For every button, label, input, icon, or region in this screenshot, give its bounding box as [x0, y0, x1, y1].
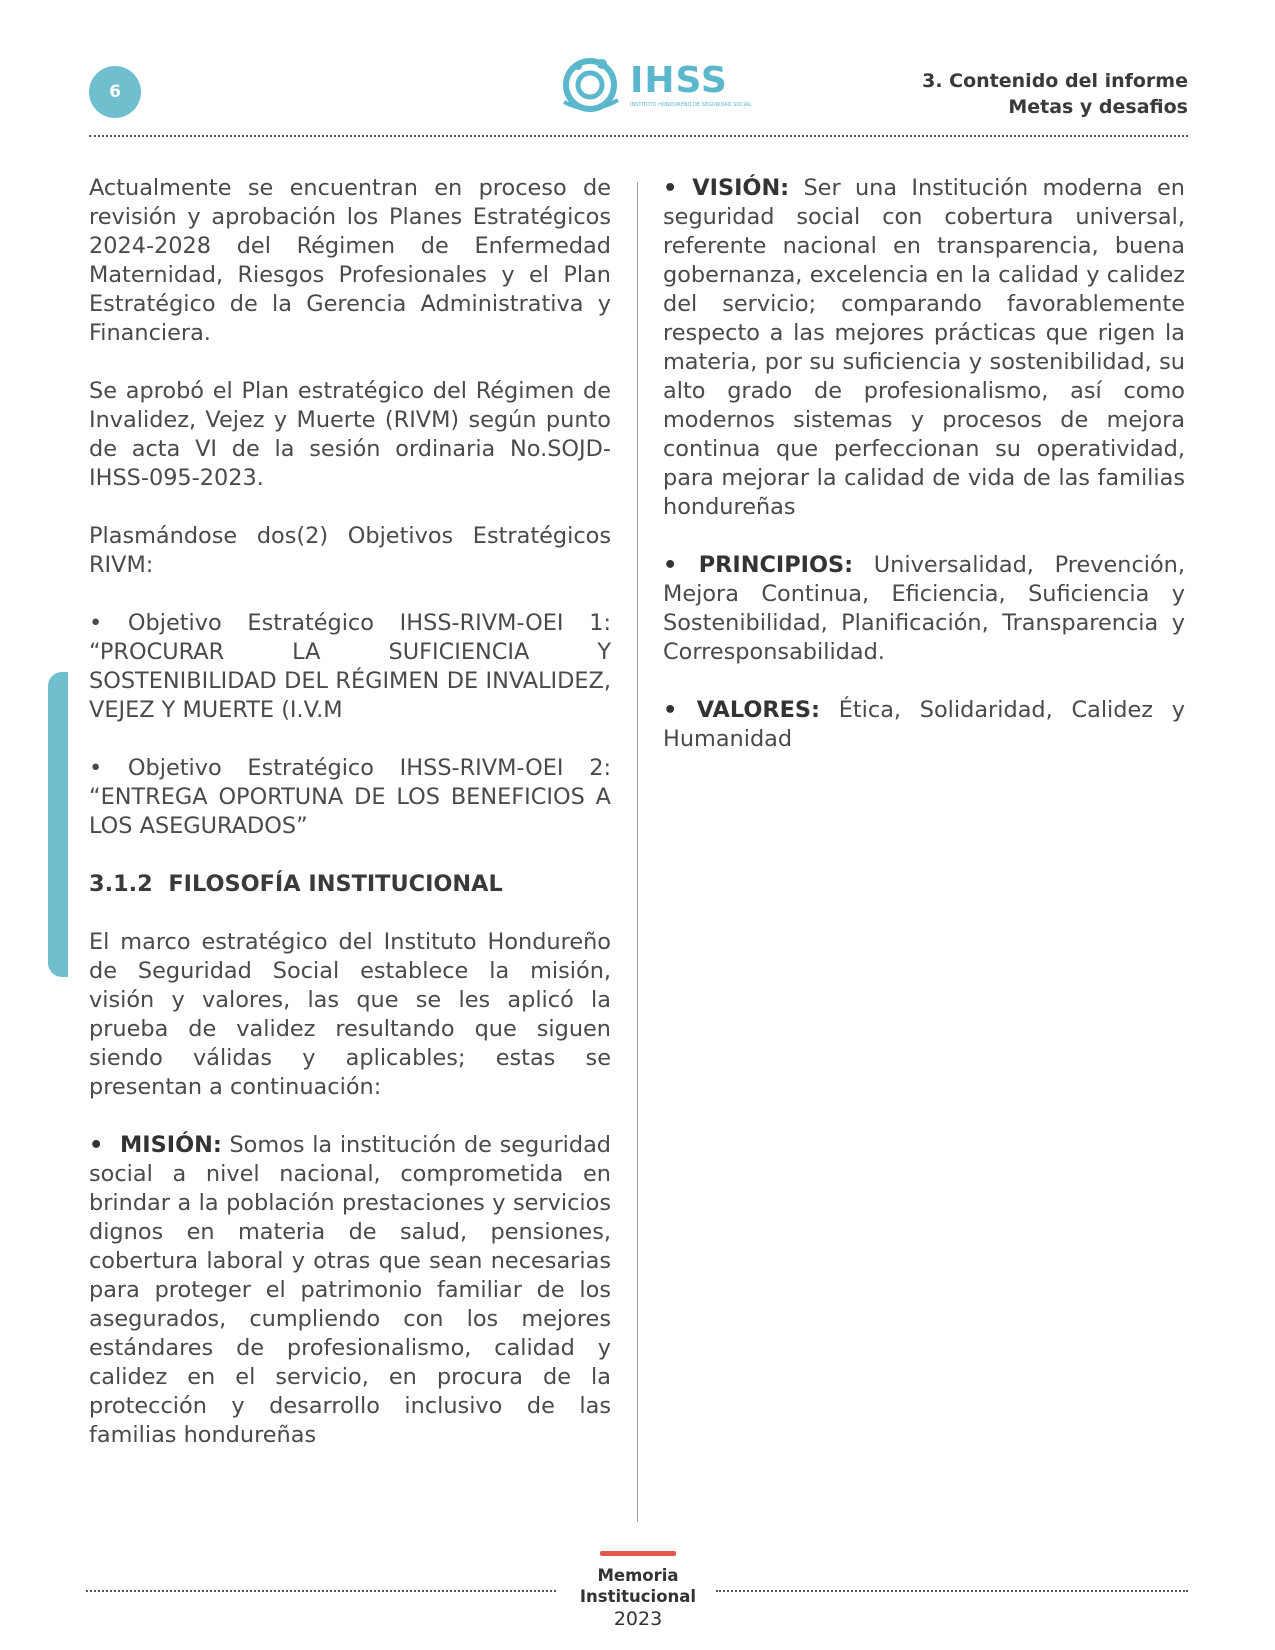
mission-text: Somos la institución de seguridad social a nivel nacional, comprometida en brindar a la población prestaciones y servicios dignos en materia de salud, pensiones, cobertura laboral y otras que sean necesarias para proteger el patrimonio familiar de los asegurados, cumpliendo con los mejores estándares de profesionalismo, calidad y calidez en el servicio, en procura de la protección y desarrollo inclusivo de las familias hondureñas: [89, 1132, 612, 1448]
footer-title: [560, 1565, 716, 1631]
principles-label: PRINCIPIOS:: [698, 552, 854, 578]
mission-label: MISIÓN:: [120, 1132, 222, 1158]
section-heading-number: 3.1.2: [89, 871, 153, 897]
footer-divider-left: [86, 1590, 556, 1592]
paragraph-strategic-framework: El marco estratégico del Instituto Hondureño de Seguridad Social establece la misión, visión y valores, las que se les aplicó la prueba de validez resultando que siguen siendo válidas y aplicables; estas se presentan a continuación:: [89, 929, 611, 1100]
paragraph-objectives-intro: Plasmándose dos(2) Objetivos Estratégicos RIVM:: [89, 523, 611, 578]
section-heading-text: FILOSOFÍA INSTITUCIONAL: [168, 871, 503, 897]
section-title: 3. Contenido del informe: [922, 70, 1188, 92]
section-header: [922, 68, 1188, 120]
values-text: Ética, Solidaridad, Calidez y Humanidad: [663, 697, 1185, 752]
objective-item-2: • Objetivo Estratégico IHSS-RIVM-OEI 2: “ENTREGA OPORTUNA DE LOS BENEFICIOS A LOS ASEGURADOS”: [89, 755, 611, 839]
mission-bullet: •: [89, 1132, 120, 1158]
footer-year: 2023: [613, 1608, 663, 1630]
footer-line-2: Institucional: [579, 1587, 697, 1606]
footer-line-1: Memoria: [597, 1566, 679, 1585]
column-divider: [637, 182, 638, 1522]
header-divider: [89, 135, 1188, 137]
side-accent-tab: [48, 672, 68, 977]
footer-accent-bar: [600, 1551, 676, 1556]
paragraph-rivm-approval: Se aprobó el Plan estratégico del Régimen de Invalidez, Vejez y Muerte (RIVM) según punto de acta VI de la sesión ordinaria No.SOJD-IHSS-095-2023.: [89, 378, 611, 491]
logo-wordmark: IHSS: [630, 59, 728, 101]
right-column: [663, 174, 1185, 754]
ihss-logo: [556, 50, 751, 120]
vision-item: [663, 174, 1185, 522]
vision-bullet: •: [663, 175, 693, 201]
ihss-logo-icon: [556, 54, 626, 116]
mission-item: [89, 1131, 611, 1450]
values-label: VALORES:: [696, 697, 820, 723]
objective-item-1: • Objetivo Estratégico IHSS-RIVM-OEI 1: “PROCURAR LA SUFICIENCIA Y SOSTENIBILIDAD DEL RÉGIMEN DE INVALIDEZ, VEJEZ Y MUERTE (I.V.M: [89, 610, 611, 723]
values-item: [663, 696, 1185, 754]
logo-subtitle: INSTITUTO HONDUREÑO DE SEGURIDAD SOCIAL: [630, 101, 752, 108]
page-number-badge: 6: [89, 66, 141, 118]
vision-label: VISIÓN:: [692, 175, 790, 201]
section-heading: [89, 870, 611, 899]
principles-bullet: •: [663, 552, 699, 578]
vision-text: Ser una Institución moderna en seguridad social con cobertura universal, referente nacional en transparencia, buena gobernanza, excelencia en la calidad y calidez del servicio; comparando favorablemente respecto a las mejores prácticas que rigen la materia, por su suficiencia y sostenibilidad, su alto grado de profesionalismo, así como modernos sistemas y procesos de mejora continua que perfeccionan su operatividad, para mejorar la calidad de vida de las familias hondureñas: [663, 175, 1186, 520]
left-column: [89, 174, 611, 1450]
footer-divider-right: [716, 1590, 1188, 1592]
section-subtitle: Metas y desafios: [1008, 96, 1188, 118]
values-bullet: •: [663, 697, 697, 723]
principles-text: Universalidad, Prevención, Mejora Continua, Eficiencia, Suficiencia y Sostenibilidad, Planificación, Transparencia y Corresponsabilidad.: [663, 552, 1185, 665]
principles-item: [663, 551, 1185, 667]
paragraph-plans-review: Actualmente se encuentran en proceso de revisión y aprobación los Planes Estratégicos 2024-2028 del Régimen de Enfermedad Maternidad, Riesgos Profesionales y el Plan Estratégico de la Gerencia Administrativa y Financiera.: [89, 175, 611, 346]
